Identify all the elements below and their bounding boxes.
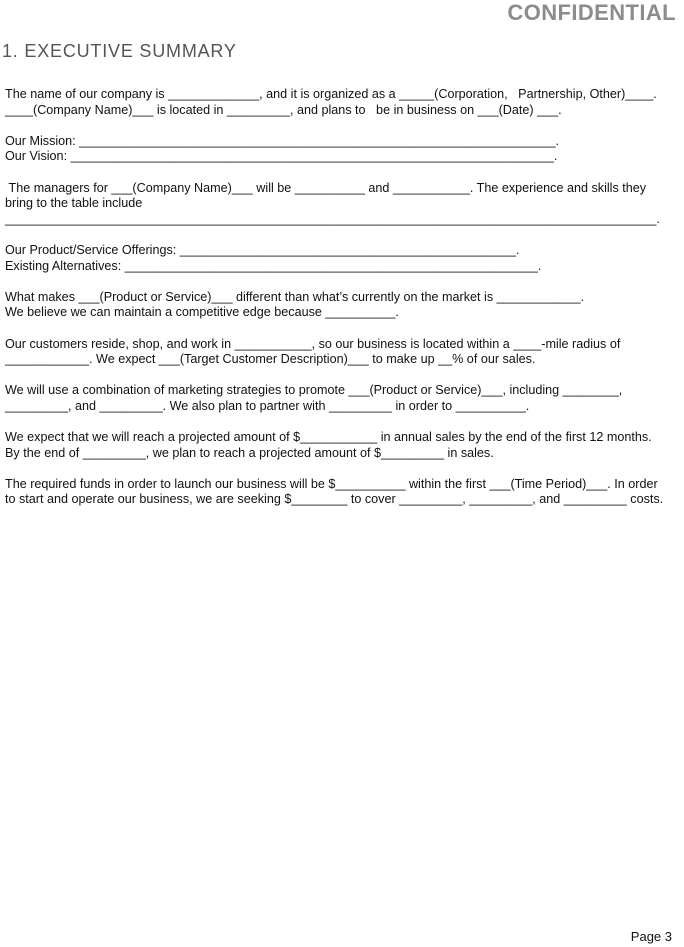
offerings-paragraph: Our Product/Service Offerings: ________________________________________________. Existing Alternatives: ___________________________________________________________. (5, 242, 542, 273)
section-heading: 1. EXECUTIVE SUMMARY (2, 41, 237, 61)
mission-vision-paragraph: Our Mission: ____________________________________________________________________. Our Vision: _____________________________________________________________________. (5, 133, 559, 164)
marketing-paragraph: We will use a combination of marketing strategies to promote ___(Product or Service)___, including ________, _________, and _________. We also plan to partner with _________ in order to __________. (5, 383, 626, 413)
funding-paragraph: The required funds in order to launch our business will be $__________ within the first ___(Time Period)___. In order to start and operate our business, we are seeking $________ to cover _________, _________, and _________ costs. (5, 476, 664, 507)
confidential-label: CONFIDENTIAL (507, 0, 676, 25)
company-paragraph: The name of our company is _____________, and it is organized as a _____(Corporation, Partnership, Other)____. ____(Company Name)___ is located in _________, and plans to be in business on ___(Date) ___. (5, 87, 661, 117)
managers-paragraph: The managers for ___(Company Name)___ will be __________ and ___________. The experience and skills they bring to the table include _____________________________________________________________________________________________. (5, 180, 660, 226)
sales-projection-paragraph: We expect that we will reach a projected amount of $___________ in annual sales by the end of the first 12 months. By the end of _________, we plan to reach a projected amount of $_________ in sales. (5, 430, 656, 460)
competitive-edge-paragraph: What makes ___(Product or Service)___ different than what’s currently on the market is ____________. We believe we can maintain a competitive edge because __________. (5, 289, 585, 320)
customers-paragraph: Our customers reside, shop, and work in ___________, so our business is located within a ____-mile radius of ____________. We expect ___(Target Customer Description)___ to make up __% of our sales. (5, 336, 624, 367)
page-number: Page 3 (630, 929, 672, 944)
document-body (5, 87, 665, 524)
